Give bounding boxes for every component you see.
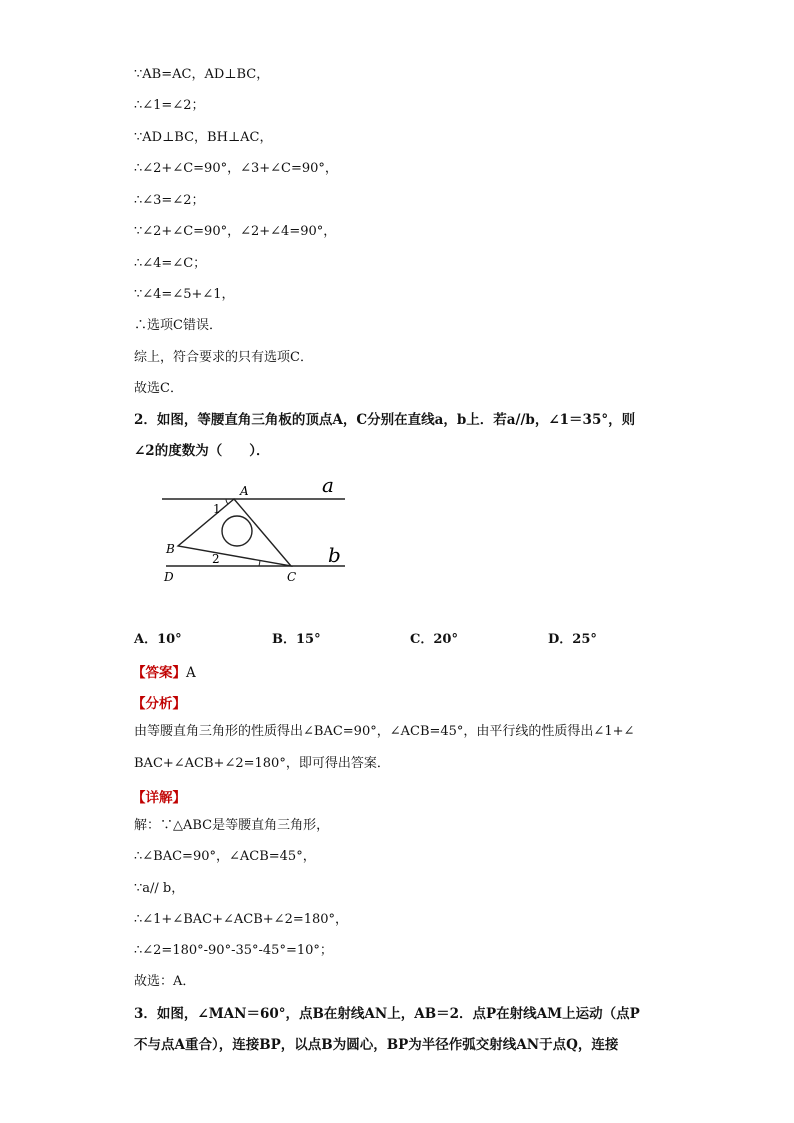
question-3-stem-cont: 不与点A重合），连接BP，以点B为圆心，BP为半径作弧交射线AN于点Q，连接: [134, 1037, 619, 1053]
solution-line: ∴∠2+∠C=90°，∠3+∠C=90°，: [134, 161, 338, 176]
angle-1-arc: [226, 499, 228, 504]
solution-line: ∵∠4=∠5+∠1，: [134, 287, 235, 302]
label-C: C: [287, 570, 297, 584]
detail-line: ∴∠BAC=90°，∠ACB=45°，: [134, 849, 316, 864]
label-D: D: [164, 570, 174, 584]
option-a: A．10°: [134, 632, 182, 647]
question-2-stem: 2．如图，等腰直角三角板的顶点A，C分别在直线a，b上．若a//b，∠1＝35°，则: [134, 412, 636, 428]
solution-line: ∵∠2+∠C=90°，∠2+∠4=90°，: [134, 224, 337, 239]
label-B: B: [166, 542, 175, 556]
detail-line: 故选：A．: [134, 974, 196, 989]
answer-row: [132, 661, 196, 681]
detail-line: ∵a// b，: [134, 881, 185, 896]
question-3-stem: 3．如图，∠MAN＝60°，点B在射线AN上，AB＝2．点P在射线AM上运动（点P: [134, 1006, 640, 1022]
triangle-hole: [222, 516, 252, 546]
solution-line: ∵AB=AC，AD⊥BC，: [134, 67, 270, 82]
solution-line: ∴∠1=∠2；: [134, 98, 205, 113]
solution-line: ∴∠4=∠C；: [134, 256, 207, 271]
label-angle-2: 2: [212, 552, 220, 566]
label-A: A: [240, 484, 249, 498]
detail-line: 解：∵△ABC是等腰直角三角形，: [134, 818, 330, 833]
analysis-line: BAC+∠ACB+∠2=180°，即可得出答案．: [134, 756, 390, 771]
detail-tag: 【详解】: [132, 790, 186, 806]
question-2-stem-cont: ∠2的度数为（ ）．: [134, 443, 270, 459]
label-b: b: [328, 543, 341, 567]
label-a: a: [322, 473, 334, 497]
option-b: B．15°: [272, 632, 321, 647]
analysis-tag: 【分析】: [132, 696, 186, 712]
solution-line: ∵AD⊥BC，BH⊥AC，: [134, 130, 273, 145]
answer-tag: 【答案】: [132, 665, 186, 681]
option-c: C．20°: [410, 632, 458, 647]
answer-value: A: [186, 665, 196, 681]
question-2-figure: [150, 470, 360, 590]
solution-line: 故选C．: [134, 381, 183, 396]
triangle-abc: [178, 499, 291, 566]
label-angle-1: 1: [213, 502, 221, 516]
analysis-line: 由等腰直角三角形的性质得出∠BAC=90°，∠ACB=45°，由平行线的性质得出∠1+∠: [134, 724, 635, 739]
detail-line: ∴∠1+∠BAC+∠ACB+∠2=180°，: [134, 912, 349, 927]
detail-line: ∴∠2=180°-90°-35°-45°=10°；: [134, 943, 333, 958]
solution-line: 综上，符合要求的只有选项C．: [134, 350, 313, 365]
solution-line: ∴选项C错误．: [134, 318, 222, 333]
option-d: D．25°: [548, 632, 597, 647]
solution-line: ∴∠3=∠2；: [134, 193, 205, 208]
